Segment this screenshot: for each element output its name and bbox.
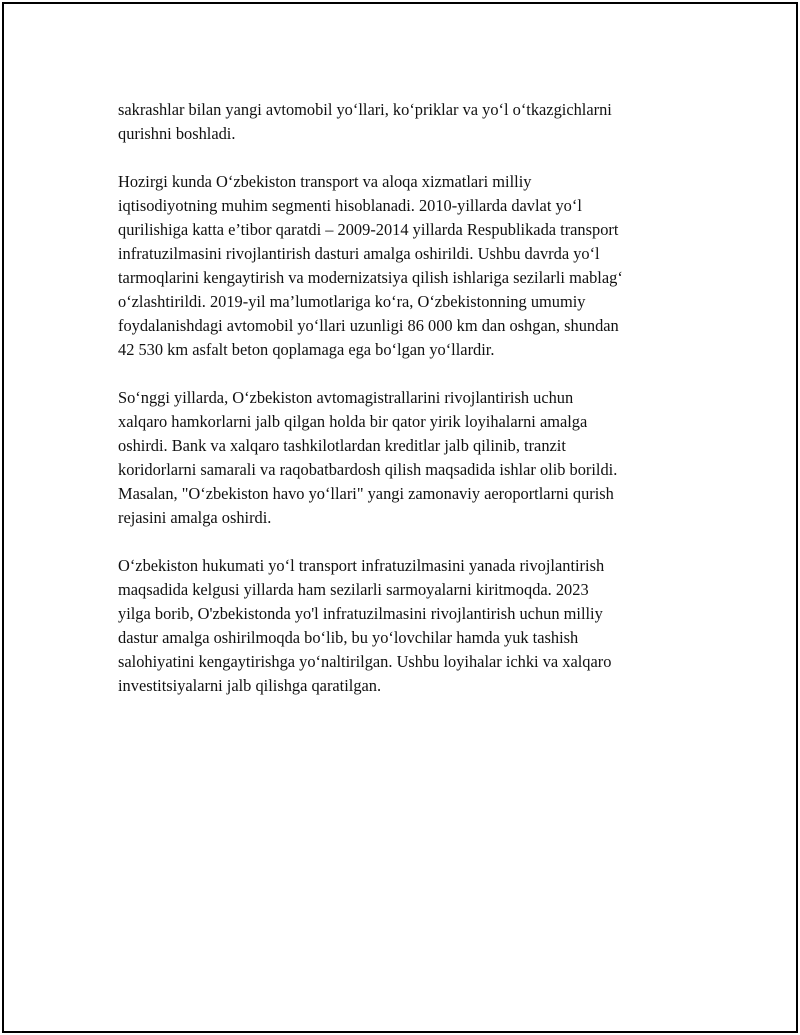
paragraph-3: So‘nggi yillarda, O‘zbekiston avtomagistrallarini rivojlantirish uchun xalqaro hamkorlarni jalb qilgan holda bir qator yirik loyihalarni amalga oshirdi. Bank va xalqaro tashkilotlardan kreditlar jalb qilinib, tranzit koridorlarni samarali va raqobatbardosh qilish maqsadida ishlar olib borildi. Masalan, "O‘zbekiston havo yo‘llari" yangi zamonaviy aeroportlarni qurish rejasini amalga oshirdi. [118,388,618,527]
document-page [2,2,798,1033]
paragraph-1: sakrashlar bilan yangi avtomobil yo‘llari, ko‘priklar va yo‘l o‘tkazgichlarni qurishni boshladi. [118,100,612,143]
document-body [118,98,698,722]
paragraph-2: Hozirgi kunda O‘zbekiston transport va aloqa xizmatlari milliy iqtisodiyotning muhim segmenti hisoblanadi. 2010-yillarda davlat yo‘l qurilishiga katta e’tibor qaratdi – 2009-2014 yillarda Respublikada transport infratuzilmasini rivojlantirish dasturi amalga oshirildi. Ushbu davrda yo‘l tarmoqlarini kengaytirish va modernizatsiya qilish ishlariga sezilarli mablag‘ o‘zlashtirildi. 2019-yil ma’lumotlariga ko‘ra, O‘zbekistonning umumiy foydalanishdagi avtomobil yo‘llari uzunligi 86 000 km dan oshgan, shundan 42 530 km asfalt beton qoplamaga ega bo‘lgan yo‘llardir. [118,172,623,359]
paragraph-4: O‘zbekiston hukumati yo‘l transport infratuzilmasini yanada rivojlantirish maqsadida kelgusi yillarda ham sezilarli sarmoyalarni kiritmoqda. 2023 yilga borib, O'zbekistonda yo'l infratuzilmasini rivojlantirish uchun milliy dastur amalga oshirilmoqda bo‘lib, bu yo‘lovchilar hamda yuk tashish salohiyatini kengaytirishga yo‘naltirilgan. Ushbu loyihalar ichki va xalqaro investitsiyalarni jalb qilishga qaratilgan. [118,556,612,695]
